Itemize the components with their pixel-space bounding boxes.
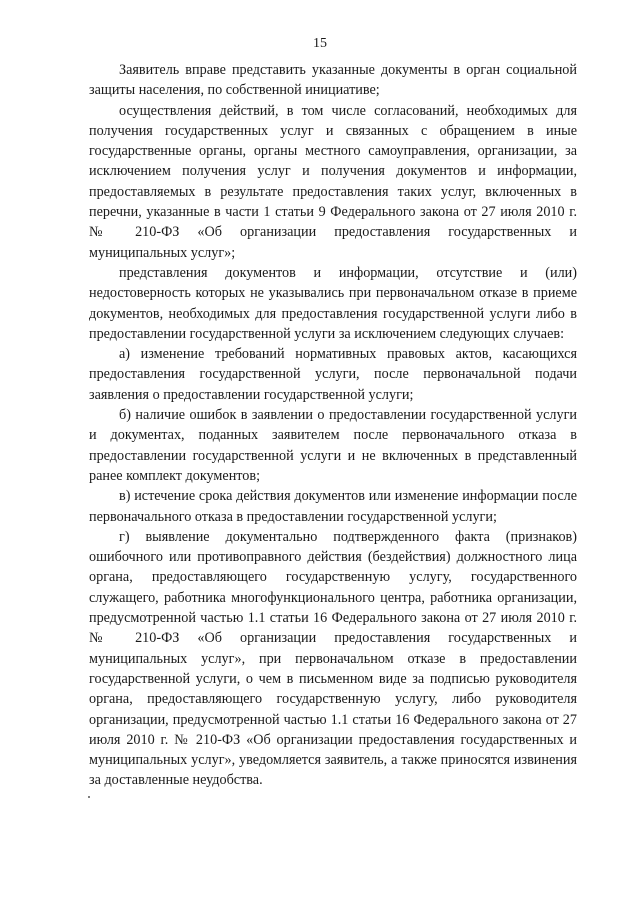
document-body [89,60,577,791]
scan-speck [88,796,90,798]
list-item-a: а) изменение требований нормативных правовых актов, касающихся предоставления государственной услуги, после первоначальной подачи заявления о предоставлении государственной услуги; [89,346,577,403]
list-item-c: в) истечение срока действия документов или изменение информации после первоначального отказа в предоставлении государственной услуги; [89,488,577,525]
list-item-d: г) выявление документально подтвержденного факта (признаков) ошибочного или противоправного действия (бездействия) должностного лица органа, предоставляющего государственную услугу, государственного служащего, работника многофункционального центра, работника организации, предусмотренной частью 1.1 статьи 16 Федерального закона от 27 июля 2010 г. № 210-ФЗ «Об организации предоставления государственных и муниципальных услуг», при первоначальном отказе в предоставлении государственной услуги, о чем в письменном виде за подписью руководителя органа, предоставляющего государственную услугу, либо руководителя организации, предусмотренной частью 1.1 статьи 16 Федерального закона от 27 июля 2010 г. № 210-ФЗ «Об организации предоставления государственных и муниципальных услуг», уведомляется заявитель, а также приносятся извинения за доставленные неудобства. [89,528,577,789]
paragraph-actions-approvals: осуществления действий, в том числе согласований, необходимых для получения государственных услуг и связанных с обращением в иные государственные органы, органы местного самоуправления, организации, за исключением получения услуг и получения документов и информации, предоставляемых в результате предоставления таких услуг, включенных в перечни, указанные в части 1 статьи 9 Федерального закона от 27 июля 2010 г. № 210-ФЗ «Об организации предоставления государственных и муниципальных услуг»; [89,102,577,261]
paragraph-documents-information: представления документов и информации, отсутствие и (или) недостоверность которых не указывались при первоначальном отказе в приеме документов, необходимых для предоставления государственной услуги либо в предоставлении государственной услуги за исключением следующих случаев: [89,264,577,342]
page-number: 15 [313,36,327,51]
paragraph-applicant-right: Заявитель вправе представить указанные документы в орган социальной защиты населения, по собственной инициативе; [89,62,577,99]
list-item-b: б) наличие ошибок в заявлении о предоставлении государственной услуги и документах, поданных заявителем после первоначального отказа в предоставлении государственной услуги и не включенных в представленный ранее комплект документов; [89,407,577,484]
